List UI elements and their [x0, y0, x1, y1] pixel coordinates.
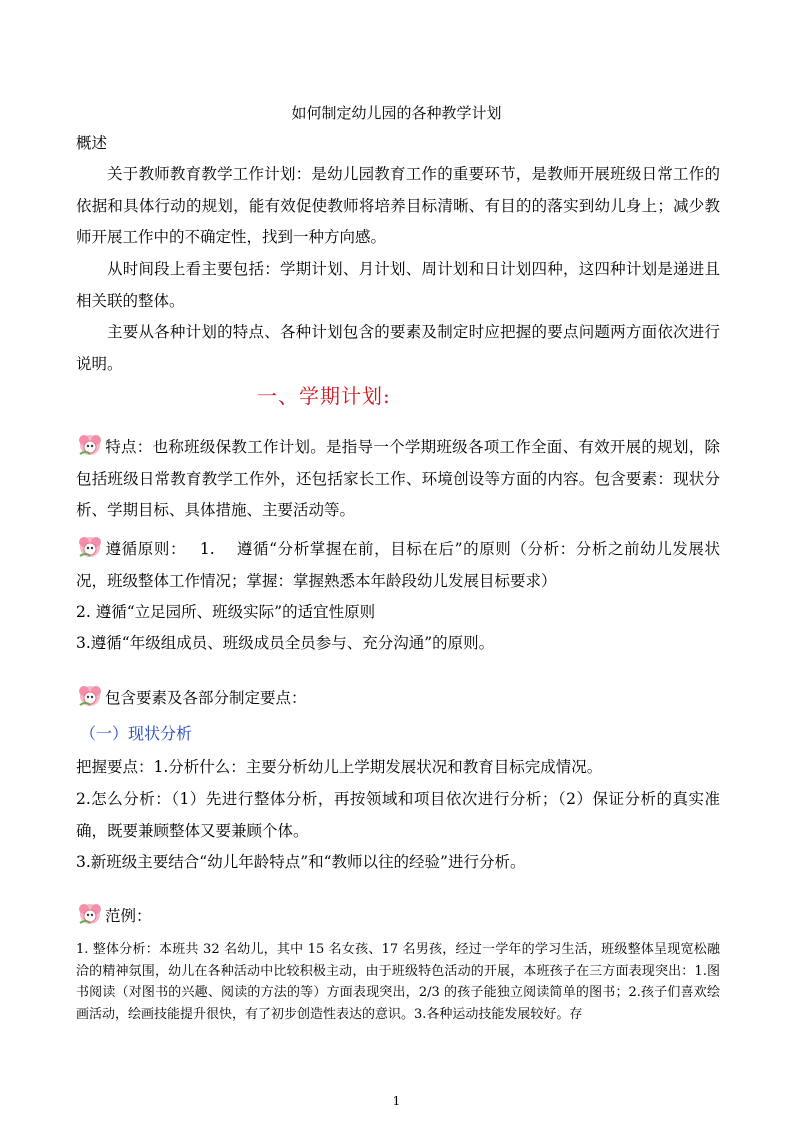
features-paragraph [76, 432, 720, 527]
principle-3: 3.遵循“年级组成员、班级成员全员参与、充分沟通”的原则。 [76, 634, 495, 652]
example-label-text: 范例： [105, 907, 152, 925]
flower-bullet-icon [76, 534, 104, 560]
elements-intro [76, 683, 720, 715]
overview-paragraph-2: 从时间段上看主要包括：学期计划、月计划、周计划和日计划四种，这四种计划是递进且相关联的整体。 [76, 260, 720, 310]
key-points-1: 把握要点：1.分析什么：主要分析幼儿上学期发展状况和教育目标完成情况。 [76, 758, 603, 776]
principle-2: 2. 遵循“立足园所、班级实际”的适宜性原则 [76, 603, 376, 621]
key-points-2: 2.怎么分析：（1）先进行整体分析，再按领域和项目依次进行分析；（2）保证分析的真实准确，既要兼顾整体又要兼顾个体。 [76, 790, 720, 840]
example-label [76, 901, 720, 933]
principles-text: 遵循原则： 1. 遵循“分析掌握在前，目标在后”的原则（分析：分析之前幼儿发展状况，班级整体工作情况；掌握：掌握熟悉本年龄段幼儿发展目标要求） [76, 540, 720, 590]
features-text: 特点：也称班级保教工作计划。是指导一个学期班级各项工作全面、有效开展的规划，除包括班级日常教育教学工作外，还包括家长工作、环境创设等方面的内容。包含要素：现状分析、学期目标、具体措施、主要活动等。 [76, 438, 720, 519]
overview-paragraph-3: 主要从各种计划的特点、各种计划包含的要素及制定时应把握的要点问题两方面依次进行说明。 [76, 323, 720, 373]
page-title: 如何制定幼儿园的各种教学计划 [291, 104, 502, 122]
example-text: 1. 整体分析：本班共 32 名幼儿，其中 15 名女孩、17 名男孩，经过一学年的学习生活，班级整体呈现宽松融洽的精神氛围，幼儿在各种活动中比较积极主动，由于班级特色活动的开展，本班孩子在三方面表现突出：1.图书阅读（对图书的兴趣、阅读的方法的等）方面表现突出，2/3 的孩子能独立阅读简单的图书；2.孩子们喜欢绘画活动，绘画技能提升很快，有了初步创造性表达的意识。3.各种运动技能发展较好。存 [76, 942, 720, 1022]
flower-bullet-icon [76, 432, 104, 458]
overview-paragraph-1: 关于教师教育教学工作计划：是幼儿园教育工作的重要环节，是教师开展班级日常工作的依据和具体行动的规划，能有效促使教师将培养目标清晰、有目的的落实到幼儿身上；减少教师开展工作中的不确定性，找到一种方向感。 [76, 165, 720, 246]
overview-label: 概述 [76, 134, 108, 152]
key-points-3: 3.新班级主要结合“幼儿年龄特点”和“教师以往的经验”进行分析。 [76, 853, 526, 871]
subheading-status-analysis: （一）现状分析 [80, 724, 193, 743]
page-number: 1 [392, 1094, 401, 1108]
elements-intro-text: 包含要素及各部分制定要点： [105, 689, 307, 707]
principles-paragraph [76, 534, 720, 597]
flower-bullet-icon [76, 901, 104, 927]
section-heading-semester-plan: 一、学期计划: [257, 384, 391, 408]
flower-bullet-icon [76, 683, 104, 709]
